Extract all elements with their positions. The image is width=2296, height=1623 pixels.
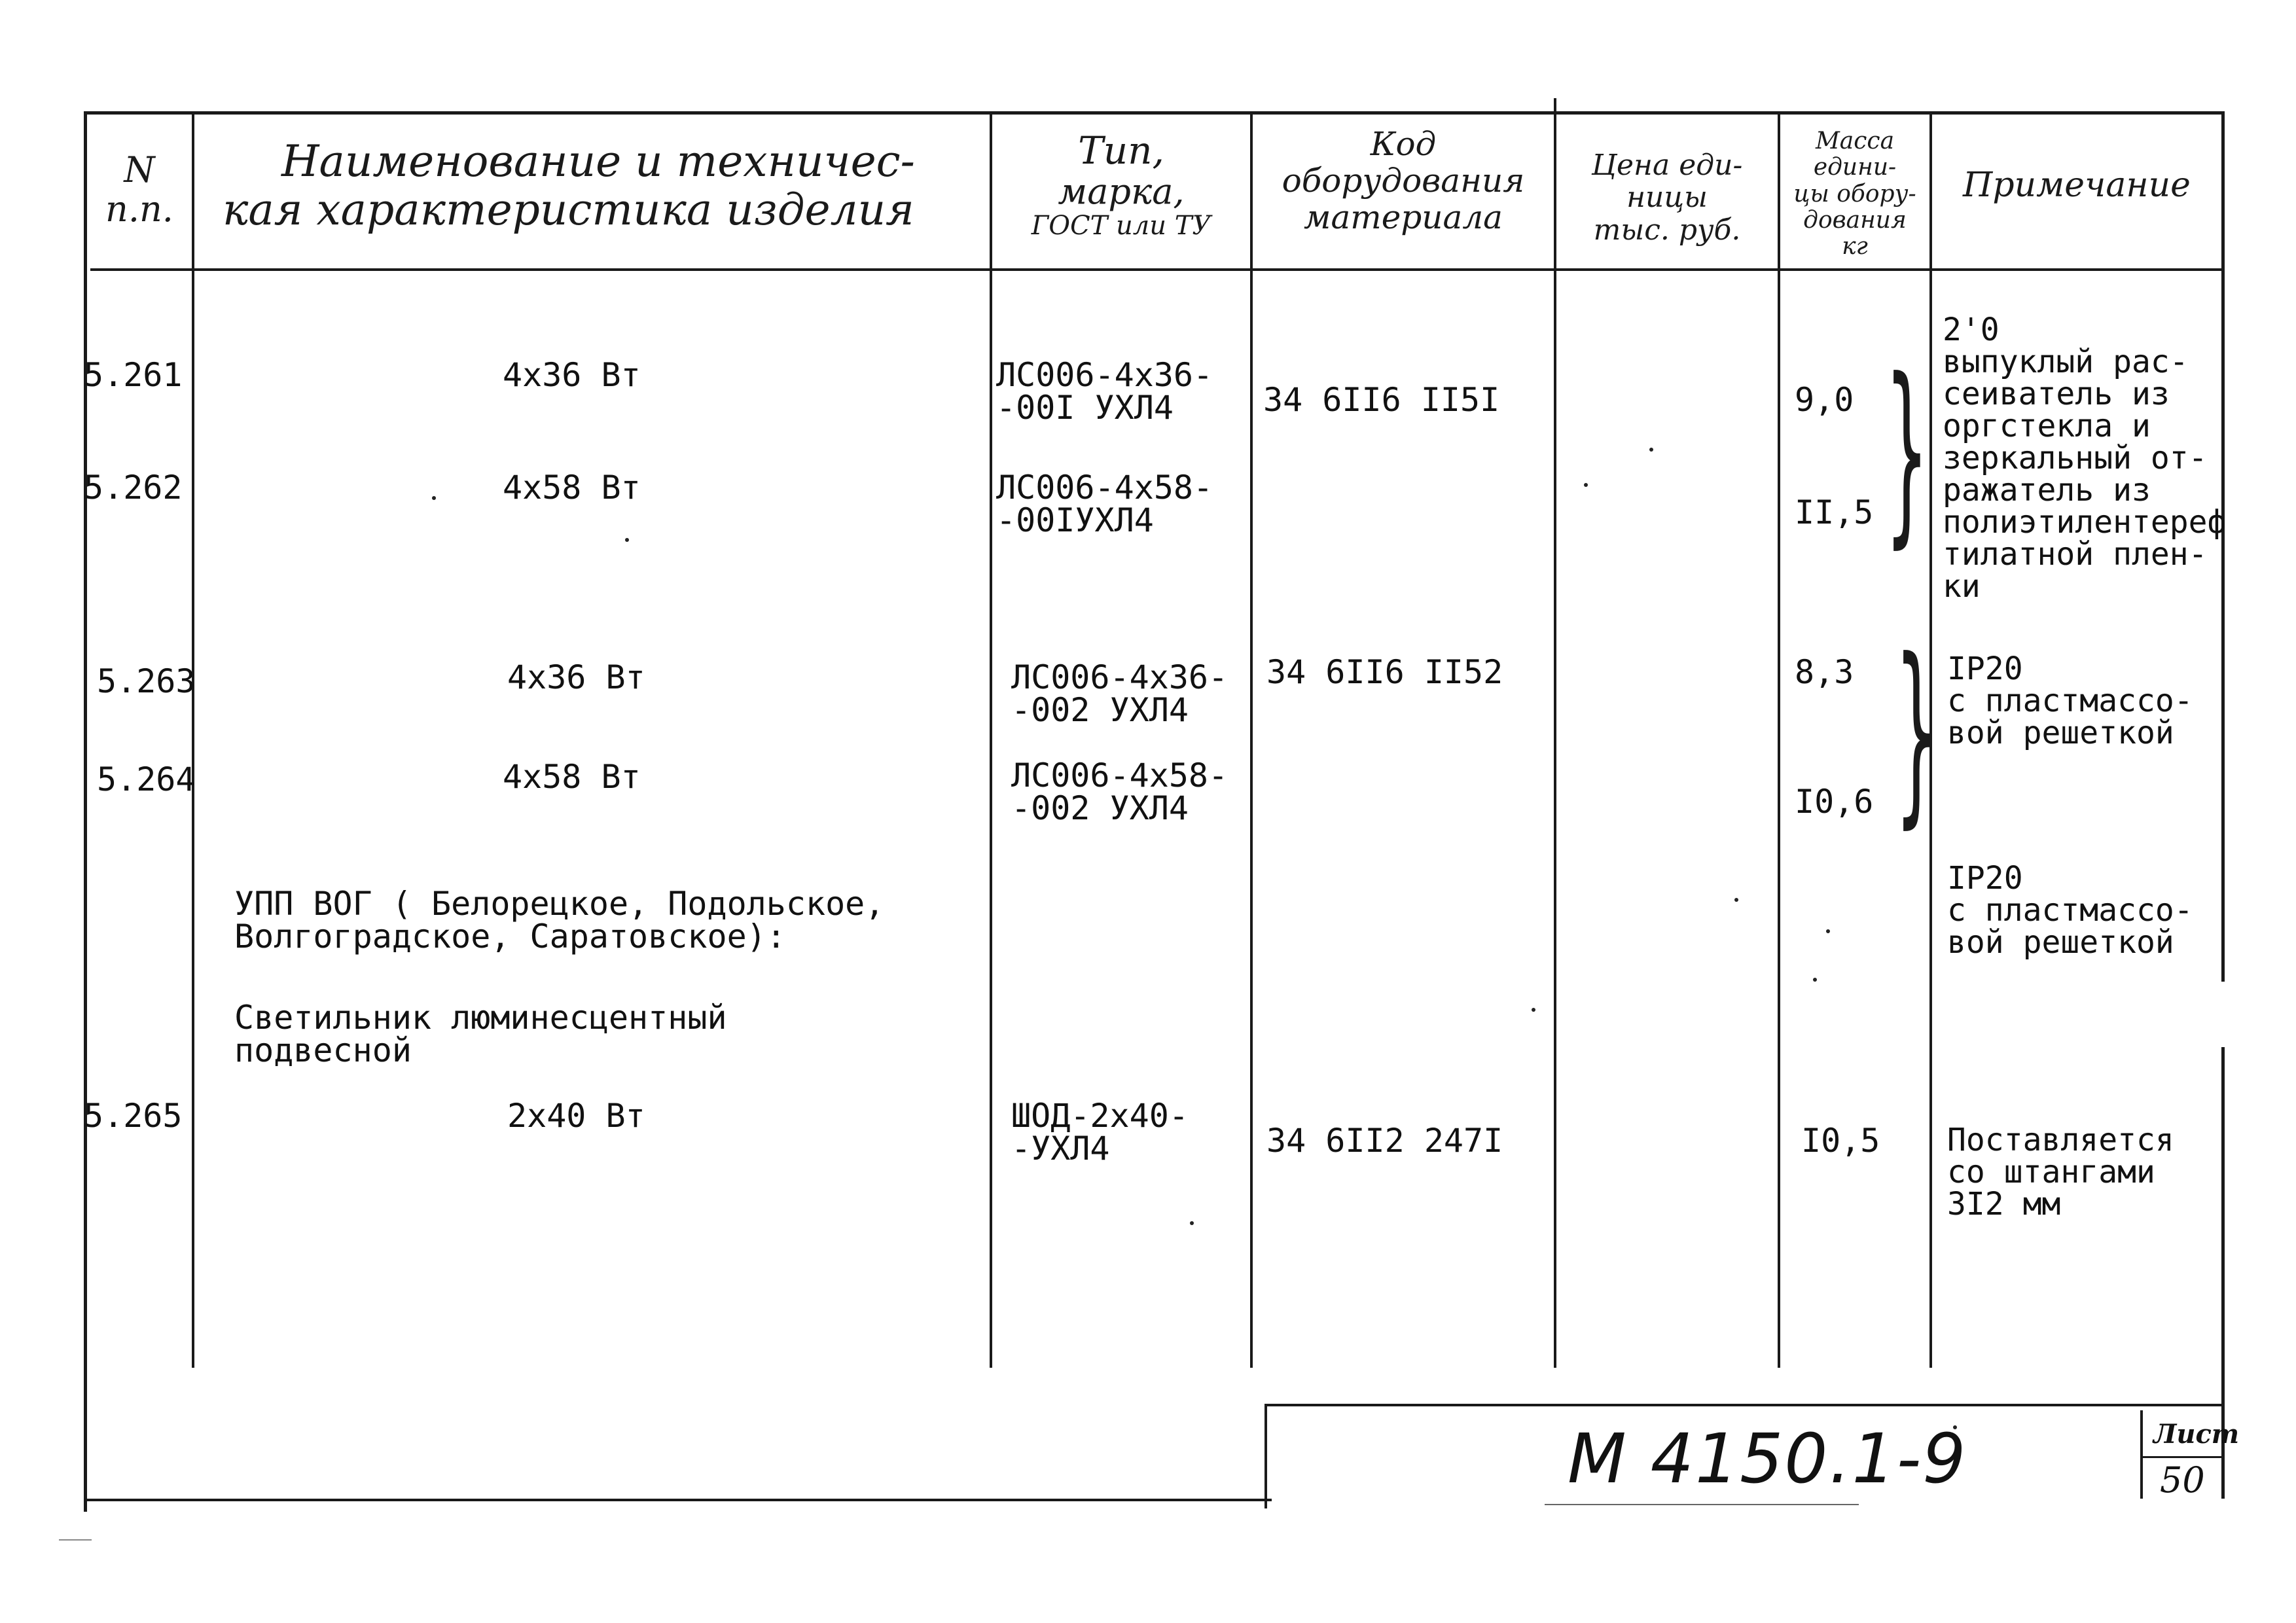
document-code-underline — [1545, 1504, 1859, 1505]
row-5265-code: 34 6II2 247I — [1266, 1122, 1503, 1160]
row-5261-code: 34 6II6 II5I — [1263, 381, 1500, 419]
margin-mark — [59, 1539, 92, 1541]
group-heading: УПП ВОГ ( Белорецкое, Подольское, Волгоградское, Саратовское): — [234, 885, 885, 955]
row-5262-type: ЛС006-4х58- -00IУХЛ4 — [996, 469, 1213, 539]
header-price-line3: тыс. руб. — [1593, 213, 1741, 247]
row-5261-mass: 9,0 — [1795, 381, 1854, 419]
header-type-line1: Тип, — [1078, 128, 1164, 173]
header-note-line1: Примечание — [1963, 166, 2191, 205]
scan-speck — [1649, 448, 1653, 452]
header-price-line2: ницы — [1626, 181, 1708, 215]
header-name — [196, 137, 988, 234]
frame-bottom-border — [84, 1499, 1272, 1501]
row-5263-name: 4x36 Вт — [507, 658, 645, 696]
scan-speck — [432, 496, 436, 500]
header-type — [992, 130, 1250, 241]
row-5263-mass: 8,3 — [1795, 653, 1854, 691]
brace-right-icon: } — [1895, 617, 1939, 846]
note-c: IP20 с пластмассо- вой решеткой — [1947, 860, 2193, 961]
header-mass-line5: кг — [1842, 233, 1868, 260]
row-5264-num: 5.264 — [97, 760, 196, 798]
row-5265-num: 5.265 — [84, 1097, 183, 1135]
document-code: М 4150.1-9 — [1568, 1419, 1967, 1499]
row-5265-name: 2x40 Вт — [507, 1097, 645, 1135]
header-type-line2: марка, — [1058, 170, 1185, 212]
row-5263-code: 34 6II6 II52 — [1266, 653, 1503, 691]
note-b: IP20 с пластмассо- вой решеткой — [1947, 651, 2193, 751]
row-5261-num: 5.261 — [84, 356, 183, 394]
stamp-top-border — [1265, 1404, 2224, 1406]
col-sep-4 — [1554, 98, 1556, 1368]
header-mass-line3: цы обору- — [1793, 180, 1916, 207]
scan-speck — [1826, 929, 1830, 933]
header-mass — [1780, 128, 1929, 260]
stamp-sheet-box-left — [2140, 1410, 2143, 1499]
row-5264-mass: I0,6 — [1795, 783, 1874, 821]
sheet-label: Лист — [2153, 1419, 2240, 1450]
col-sep-5 — [1778, 111, 1780, 1368]
scan-speck — [1813, 978, 1817, 982]
stamp-sheet-box-divider — [2140, 1456, 2224, 1458]
scan-speck — [625, 538, 629, 542]
item-title: Светильник люминесцентный подвесной — [234, 999, 727, 1069]
row-5265-type: ШОД-2х40- -УХЛ4 — [1011, 1097, 1189, 1168]
frame-left-border — [84, 111, 87, 1512]
row-5263-num: 5.263 — [97, 662, 196, 700]
header-price-line1: Цена еди- — [1591, 149, 1743, 182]
row-5261-name: 4x36 Вт — [503, 356, 641, 394]
header-code-line2: оборудования — [1282, 162, 1525, 200]
header-num-line2: п.п. — [105, 188, 173, 230]
row-5264-type: ЛС006-4х58- -002 УХЛ4 — [1011, 757, 1229, 827]
scan-speck — [1532, 1008, 1535, 1012]
scan-speck — [1734, 898, 1738, 902]
header-mass-line1: Масса — [1815, 128, 1895, 154]
scan-speck — [1584, 483, 1588, 487]
col-sep-1 — [192, 111, 194, 1368]
col-sep-2 — [990, 111, 992, 1368]
header-num-line1: N — [124, 149, 155, 190]
header-code — [1253, 126, 1554, 236]
header-bottom-border — [90, 268, 2223, 271]
header-price — [1556, 149, 1778, 246]
table-top-border — [84, 111, 2223, 115]
header-note — [1932, 166, 2221, 204]
header-mass-line2: едини- — [1813, 154, 1897, 181]
header-name-line2: кая характеристика изделия — [223, 184, 914, 235]
header-num — [87, 151, 192, 230]
row-5262-mass: II,5 — [1795, 493, 1874, 531]
row-5265-mass: I0,5 — [1801, 1122, 1880, 1160]
brace-right-icon: } — [1885, 337, 1929, 565]
header-code-line1: Код — [1370, 125, 1437, 163]
header-type-line3: ГОСТ или ТУ — [1031, 211, 1211, 241]
row-5262-name: 4x58 Вт — [503, 469, 641, 507]
col-sep-3 — [1250, 111, 1253, 1368]
note-d: Поставляется со штангами 3I2 мм — [1947, 1122, 2174, 1222]
row-5261-type: ЛС006-4х36- -00I УХЛ4 — [996, 356, 1213, 427]
row-5263-type: ЛС006-4х36- -002 УХЛ4 — [1011, 658, 1229, 729]
note-a: 2'0 выпуклый рас- сеиватель из оргстекла и зеркальный от- ражатель из полиэтилентереф тилатной плен- ки — [1943, 312, 2227, 605]
row-5264-name: 4x58 Вт — [503, 758, 641, 796]
header-name-line1: Наименование и техничес- — [281, 136, 915, 187]
header-code-line3: материала — [1304, 198, 1503, 236]
scan-speck — [1190, 1221, 1194, 1225]
sheet-number: 50 — [2160, 1459, 2205, 1501]
stamp-left-border — [1265, 1404, 1267, 1508]
header-mass-line4: дования — [1803, 206, 1907, 234]
row-5262-num: 5.262 — [84, 469, 183, 507]
